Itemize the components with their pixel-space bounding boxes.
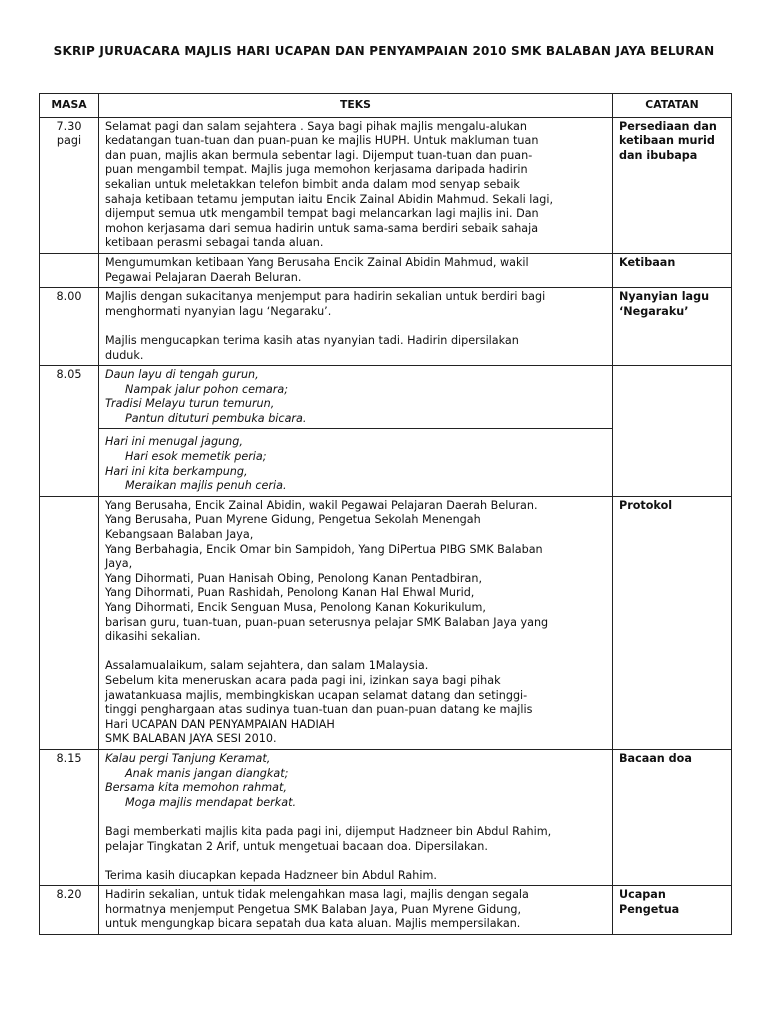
table-header-row — [40, 94, 732, 118]
teks-line: Bagi memberkati majlis kita pada pagi ini, dijemput Hadzneer bin Abdul Rahim, — [105, 824, 552, 838]
teks-line: mohon kerjasama dari semua hadirin untuk sama-sama berdiri sebaik sahaja — [105, 221, 539, 235]
teks-line: SMK BALABAN JAYA SESI 2010. — [105, 732, 277, 746]
teks-cell — [99, 749, 613, 885]
teks-cell — [99, 366, 613, 429]
catatan-line: ‘Negaraku’ — [619, 304, 689, 318]
masa-cell: 8.05 — [40, 366, 99, 497]
pantun-line: Anak manis jangan diangkat; — [125, 766, 289, 780]
catatan-line: Bacaan doa — [619, 751, 692, 765]
teks-line: jawatankuasa majlis, membingkiskan ucapan selamat datang dan setinggi- — [105, 688, 528, 702]
teks-line: untuk mengungkap bicara sepatah dua kata aluan. Majlis mempersilakan. — [105, 917, 521, 931]
pantun-line: Hari ini kita berkampung, — [105, 464, 248, 478]
pantun-line: Kalau pergi Tanjung Keramat, — [105, 751, 271, 765]
masa-cell: 8.15 — [40, 749, 99, 885]
teks-cell — [99, 429, 613, 496]
teks-line: Pegawai Pelajaran Daerah Beluran. — [105, 270, 302, 284]
teks-line: Terima kasih diucapkan kepada Hadzneer bin Abdul Rahim. — [105, 868, 437, 882]
masa-cell: 8.20 — [40, 886, 99, 935]
pantun-line: Hari ini menugal jagung, — [105, 435, 243, 449]
teks-line: Yang Berusaha, Puan Myrene Gidung, Pengetua Sekolah Menengah — [105, 513, 481, 527]
paragraph-gap — [105, 810, 606, 825]
catatan-cell — [613, 253, 732, 287]
teks-line: Yang Berusaha, Encik Zainal Abidin, wakil Pegawai Pelajaran Daerah Beluran. — [105, 498, 538, 512]
pantun-line: Bersama kita memohon rahmat, — [105, 781, 287, 795]
teks-line: Yang Berbahagia, Encik Omar bin Sampidoh, Yang DiPertua PIBG SMK Balaban — [105, 542, 543, 556]
table-row — [40, 749, 732, 885]
teks-line: sekalian untuk meletakkan telefon bimbit anda dalam mod senyap sebaik — [105, 177, 520, 191]
table-row — [40, 117, 732, 253]
catatan-cell — [613, 886, 732, 935]
teks-line: Yang Dihormati, Puan Rashidah, Penolong Kanan Hal Ehwal Murid, — [105, 586, 475, 600]
pantun-line: Pantun dituturi pembuka bicara. — [125, 411, 307, 425]
paragraph-gap — [105, 319, 606, 334]
table-row — [40, 886, 732, 935]
teks-line: puan mengambil tempat. Majlis juga memohon kerjasama daripada hadirin — [105, 163, 528, 177]
masa-cell — [40, 117, 99, 253]
teks-line: sahaja ketibaan tetamu jemputan iaitu Encik Zainal Abidin Mahmud. Sekali lagi, — [105, 192, 554, 206]
teks-cell — [99, 253, 613, 287]
teks-line: ketibaan perasmi sebagai tanda aluan. — [105, 236, 324, 250]
catatan-line: dan ibubapa — [619, 148, 698, 162]
pantun-line: Hari esok memetik peria; — [125, 450, 267, 464]
catatan-cell — [613, 366, 732, 497]
header-masa: MASA — [40, 94, 99, 118]
teks-line: tinggi penghargaan atas sudinya tuan-tuan dan puan-puan datang ke majlis — [105, 703, 533, 717]
teks-cell — [99, 886, 613, 935]
teks-line: Assalamualaikum, salam sejahtera, dan salam 1Malaysia. — [105, 659, 429, 673]
catatan-cell — [613, 288, 732, 366]
teks-line: Majlis dengan sukacitanya menjemput para hadirin sekalian untuk berdiri bagi — [105, 290, 546, 304]
teks-line: pelajar Tingkatan 2 Arif, untuk mengetuai bacaan doa. Dipersilakan. — [105, 839, 488, 853]
masa-cell: 8.00 — [40, 288, 99, 366]
teks-line: Selamat pagi dan salam sejahtera . Saya bagi pihak majlis mengalu-alukan — [105, 119, 527, 133]
teks-line: dan puan, majlis akan bermula sebentar lagi. Dijemput tuan-tuan dan puan- — [105, 148, 533, 162]
teks-cell — [99, 117, 613, 253]
catatan-line: ketibaan murid — [619, 134, 715, 148]
masa-cell — [40, 253, 99, 287]
pantun-line: Tradisi Melayu turun temurun, — [105, 397, 275, 411]
teks-line: Yang Dihormati, Puan Hanisah Obing, Penolong Kanan Pentadbiran, — [105, 571, 483, 585]
paragraph-gap — [105, 645, 606, 660]
catatan-cell — [613, 749, 732, 885]
pantun-line: Moga majlis mendapat berkat. — [125, 795, 297, 809]
teks-line: Hadirin sekalian, untuk tidak melengahkan masa lagi, majlis dengan segala — [105, 888, 529, 902]
catatan-line: Ucapan — [619, 888, 666, 902]
teks-line: Majlis mengucapkan terima kasih atas nyanyian tadi. Hadirin dipersilakan — [105, 333, 519, 347]
teks-cell — [99, 288, 613, 366]
catatan-line: Protokol — [619, 498, 673, 512]
catatan-line: Nyanyian lagu — [619, 290, 710, 304]
table-row — [40, 253, 732, 287]
teks-line: Yang Dihormati, Encik Senguan Musa, Penolong Kanan Kokurikulum, — [105, 601, 486, 614]
catatan-cell — [613, 496, 732, 749]
script-table — [39, 93, 732, 935]
teks-line: Jaya, — [105, 557, 133, 571]
document-title: SKRIP JURUACARA MAJLIS HARI UCAPAN DAN PENYAMPAIAN 2010 SMK BALABAN JAYA BELURAN — [53, 44, 715, 58]
pantun-line: Meraikan majlis penuh ceria. — [125, 479, 287, 493]
table-row — [40, 496, 732, 749]
header-catatan: CATATAN — [613, 94, 732, 118]
teks-line: menghormati nyanyian lagu ‘Negaraku’. — [105, 304, 332, 318]
teks-cell — [99, 496, 613, 749]
catatan-cell — [613, 117, 732, 253]
masa-line: 7.30 — [56, 119, 82, 133]
header-teks: TEKS — [99, 94, 613, 118]
teks-line: barisan guru, tuan-tuan, puan-puan seterusnya pelajar SMK Balaban Jaya yang — [105, 615, 549, 629]
paragraph-gap — [105, 854, 606, 869]
teks-line: dikasihi sekalian. — [105, 630, 201, 644]
teks-line: Hari UCAPAN DAN PENYAMPAIAN HADIAH — [105, 717, 335, 731]
teks-line: Kebangsaan Balaban Jaya, — [105, 528, 254, 542]
masa-line: pagi — [56, 134, 82, 148]
catatan-line: Pengetua — [619, 902, 680, 916]
catatan-line: Persediaan dan — [619, 119, 717, 133]
catatan-line: Ketibaan — [619, 255, 676, 269]
teks-line: Sebelum kita meneruskan acara pada pagi ini, izinkan saya bagi pihak — [105, 673, 501, 687]
teks-line: Mengumumkan ketibaan Yang Berusaha Encik Zainal Abidin Mahmud, wakil — [105, 255, 529, 269]
pantun-line: Nampak jalur pohon cemara; — [125, 382, 288, 396]
table-row — [40, 366, 732, 429]
teks-line: hormatnya menjemput Pengetua SMK Balaban Jaya, Puan Myrene Gidung, — [105, 902, 522, 916]
table-row — [40, 288, 732, 366]
teks-line: kedatangan tuan-tuan dan puan-puan ke majlis HUPH. Untuk makluman tuan — [105, 134, 539, 148]
teks-line: dijemput semua utk mengambil tempat bagi melancarkan lagi majlis ini. Dan — [105, 207, 539, 221]
pantun-line: Daun layu di tengah gurun, — [105, 368, 259, 382]
masa-cell — [40, 496, 99, 749]
teks-line: duduk. — [105, 348, 144, 362]
